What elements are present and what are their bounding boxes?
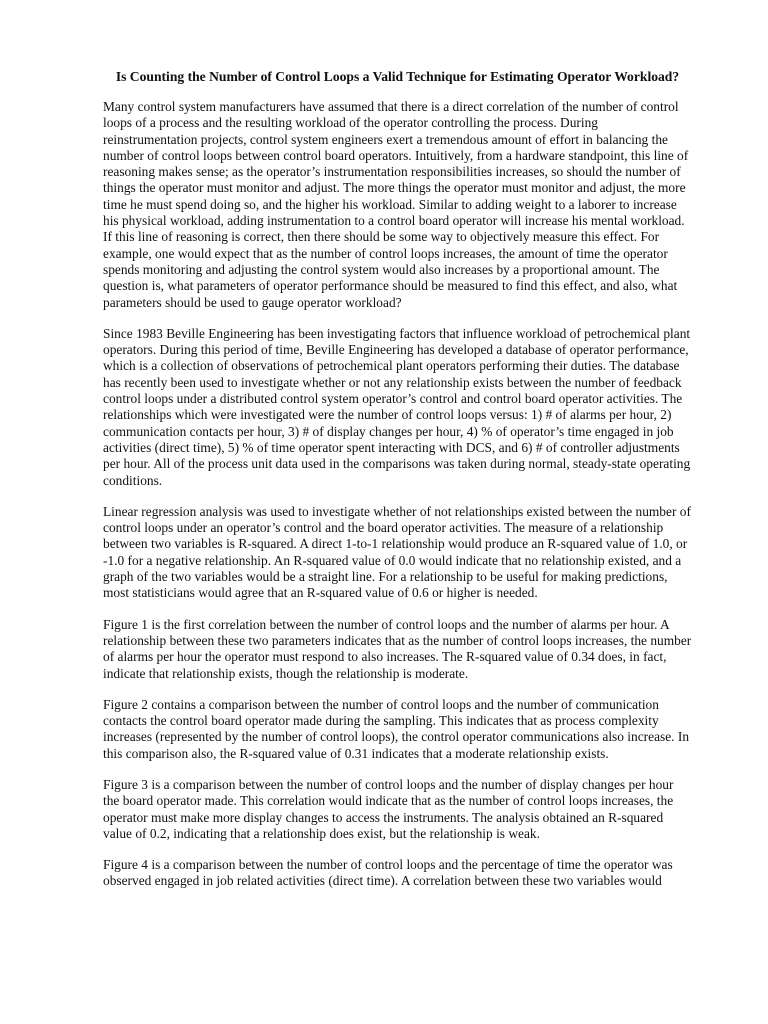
document-title: Is Counting the Number of Control Loops a Valid Technique for Estimating Operator Workload?	[115, 69, 680, 84]
paragraph-intro: Many control system manufacturers have assumed that there is a direct correlation of the number of control loops of a process and the resulting workload of the operator controlling the process. During reinstrumentation projects, control system engineers exert a tremendous amount of effort in balancing the number of control loops between control board operators. Intuitively, from a hardware standpoint, this line of reasoning makes sense; as the operator’s instrumentation responsibilities increases, so should the number of things the operator must monitor and adjust. The more things the operator must monitor and adjust, the more time he must spend doing so, and the higher his workload. Similar to adding weight to a laborer to increase his physical workload, adding instrumentation to a control board operator will increase his mental workload. If this line of reasoning is correct, then there should be some way to objectively measure this effect. For example, one would expect that as the number of control loops increases, the amount of time the operator spends monitoring and adjusting the control system would also increases by a proportional amount. The question is, what parameters of operator performance should be measured to find this effect, and also, what parameters should be used to gauge operator workload?	[103, 99, 689, 310]
paragraph-figure-4: Figure 4 is a comparison between the number of control loops and the percentage of time the operator was observed engaged in job related activities (direct time). A correlation between these two variables would	[103, 857, 673, 889]
paragraph-beville-database: Since 1983 Beville Engineering has been investigating factors that influence workload of petrochemical plant operators. During this period of time, Beville Engineering has developed a database of operator performance, which is a collection of observations of petrochemical plant operators performing their duties. The database has recently been used to investigate whether or not any relationship exists between the number of feedback control loops under a distributed control system operator’s control and control board operator activities. The relationships which were investigated were the number of control loops versus: 1) # of alarms per hour, 2) communication contacts per hour, 3) # of display changes per hour, 4) % of operator’s time engaged in job activities (direct time), 5) % of time operator spent interacting with DCS, and 6) # of controller adjustments per hour. All of the process unit data used in the comparisons was taken during normal, steady-state operating conditions.	[103, 325, 691, 488]
paragraph-figure-1: Figure 1 is the first correlation between the number of control loops and the number of alarms per hour. A relationship between these two parameters indicates that as the number of control loops increases, the number of alarms per hour the operator must respond to also increases. The R-squared value of 0.34 does, in fact, indicate that relationship exists, though the relationship is moderate.	[103, 616, 692, 681]
paragraph-regression-method: Linear regression analysis was used to investigate whether of not relationships existed between the number of control loops under an operator’s control and the board operator activities. The measure of a relationship between two variables is R-squared. A direct 1-to-1 relationship would produce an R-squared value of 1.0, or -1.0 for a negative relationship. An R-squared value of 0.0 would indicate that no relationship existed, and a graph of the two variables would be a straight line. For a relationship to be useful for making predictions, most statisticians would agree that an R-squared value of 0.6 or higher is needed.	[103, 503, 691, 601]
paragraph-figure-3: Figure 3 is a comparison between the number of control loops and the number of display changes per hour the board operator made. This correlation would indicate that as the number of control loops increases, the operator must make more display changes to access the instruments. The analysis obtained an R-squared value of 0.2, indicating that a relationship does exist, but the relationship is weak.	[103, 776, 674, 841]
paragraph-figure-2: Figure 2 contains a comparison between the number of control loops and the number of communication contacts the control board operator made during the sampling. This indicates that as process complexity increases (represented by the number of control loops), the control operator communications also increase. In this comparison also, the R-squared value of 0.31 indicates that a moderate relationship exists.	[103, 696, 690, 761]
